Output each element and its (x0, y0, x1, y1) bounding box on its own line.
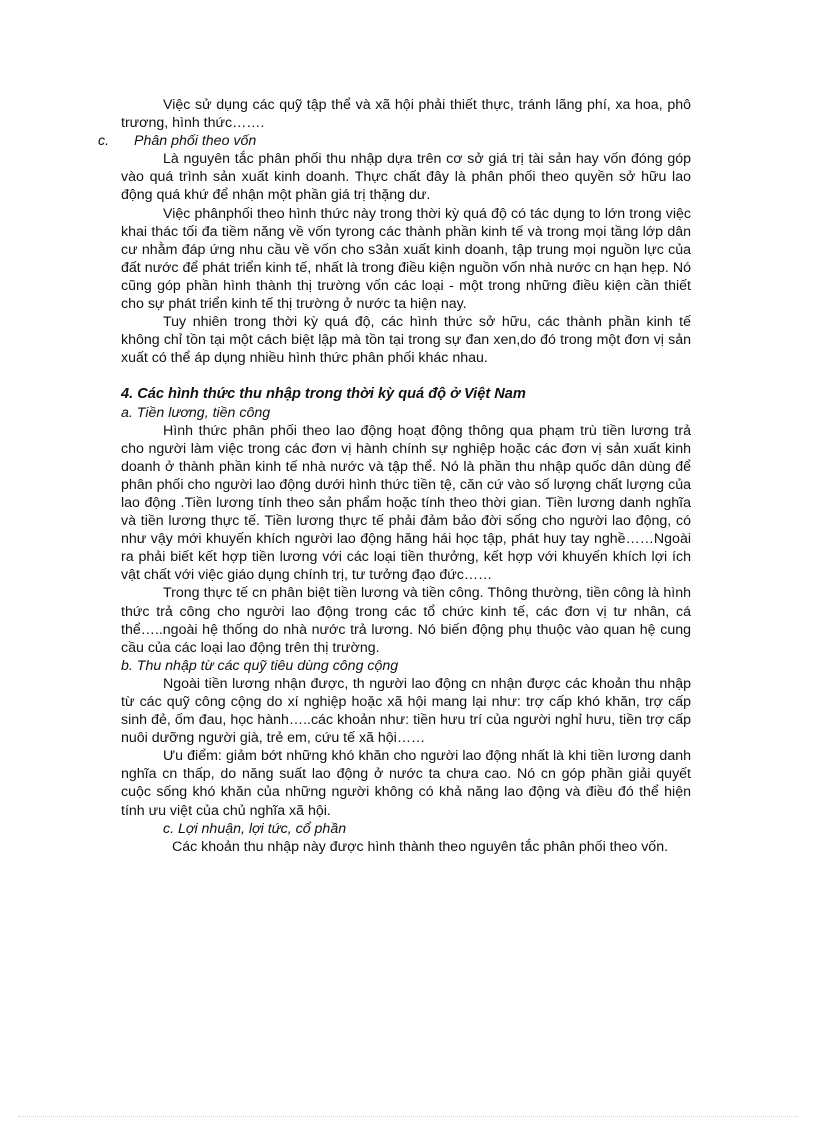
paragraph-capital-effect: Việc phânphối theo hình thức này trong thời kỳ quá độ có tác dụng to lớn trong việc khai thác tối đa tiềm năng về vốn tyrong các thành phần kinh tế và trong mọi tầng lớp dân cư nhằm đáp ứng nhu cầu về vốn cho s3ản xuất kinh doanh, tập trung mọi nguồn lực của đất nước để phát triển kinh tế, nhất là trong điều kiện nguồn vốn nhà nước cn hạn hẹp. Nó cũng góp phần hình thành thị trường vốn các loại - một trong những điều kiện cần thiết cho sự phát triển kinh tế thị trường ở nước ta hiện nay. (121, 205, 691, 313)
paragraph-capital-principle: Là nguyên tắc phân phối thu nhập dựa trên cơ sở giá trị tài sản hay vốn đóng góp vào quá trình sản xuất kinh doanh. Thực chất đây là phân phối theo quyền sở hữu lao động quá khứ để nhận một phần giá trị thặng dư. (121, 151, 691, 204)
paragraph-advantages: Ưu điểm: giảm bớt những khó khăn cho người lao động nhất là khi tiền lương danh nghĩa cn thấp, do năng suất lao động ở nước ta chưa cao. Nó cn góp phần giải quyết cuộc sống khó khăn của những người không có khả năng lao động và điều đó thể hiện tính ưu việt của chủ nghĩa xã hội. (121, 748, 691, 819)
paragraph-fund-usage: Việc sử dụng các quỹ tập thể và xã hội phải thiết thực, tránh lãng phí, xa hoa, phô trương, hình thức……. (121, 97, 691, 132)
paragraph-mixed-ownership: Tuy nhiên trong thời kỳ quá độ, các hình thức sở hữu, các thành phần kinh tế không chỉ tồn tại một cách biệt lập mà tồn tại trong sự đan xen,do đó trong một đơn vị sản xuất có thể áp dụng nhiều hình thức phân phối khác nhau. (121, 314, 691, 367)
section-heading-income-forms: 4. Các hình thức thu nhập trong thời kỳ quá độ ở Việt Nam (121, 386, 526, 403)
paragraph-wages: Hình thức phân phối theo lao động hoạt động thông qua phạm trù tiền lương trả cho người làm việc trong các đơn vị hành chính sự nghiệp hoặc các đơn vị sản xuất kinh doanh ở thành phần kinh tế nhà nước và tập thể. Nó là phần thu nhập quốc dân dùng để phân phối cho người lao động dưới hình thức tiền tệ, căn cứ vào số lượng chất lượng của lao động .Tiền lương tính theo sản phẩm hoặc tính theo thời gian. Tiền lương danh nghĩa và tiền lương thực tế. Tiền lương thực tế phải đảm bảo đời sống cho người lao động, có như vậy mới khuyến khích người lao động hăng hái học tập, phát huy tay nghề……Ngoài ra phải biết kết hợp tiền lương với các loại tiền thưởng, kết hợp với khuyến khích lợi ích vật chất với việc giáo dụng chính trị, tư tưởng đạo đức…… (121, 422, 691, 584)
subheading-profits: c. Lợi nhuận, lợi tức, cổ phần (163, 820, 347, 837)
subheading-capital-distribution (98, 132, 691, 150)
paragraph-profits: Các khoản thu nhập này được hình thành theo nguyên tắc phân phối theo vốn. (172, 838, 669, 855)
subheading-wages: a. Tiền lương, tiền công (121, 404, 271, 421)
subheading-text: Phân phối theo vốn (134, 133, 257, 150)
paragraph-public-funds: Ngoài tiền lương nhận được, th người lao động cn nhận được các khoản thu nhập từ các quỹ công cộng do xí nghiệp hoặc xã hội mang lại như: trợ cấp khó khăn, trợ cấp sinh đẻ, ốm đau, học hành…..các khoản như: tiền hưu trí của người nghỉ hưu, tiền trợ cấp nuôi dưỡng người già, trẻ em, cứu tế xã hội…… (121, 675, 691, 747)
subheading-public-funds: b. Thu nhập từ các quỹ tiêu dùng công cộng (121, 657, 399, 674)
list-marker-c: c. (98, 133, 110, 150)
page-bottom-rule (18, 1116, 798, 1117)
document-page (98, 96, 691, 856)
paragraph-wages-vs-pay: Trong thực tế cn phân biệt tiền lương và tiền công. Thông thường, tiền công là hình thức trả công cho người lao động trong các tổ chức kinh tế, các đơn vị tư nhân, cá thể…..ngoài hệ thống do nhà nước trả lương. Nó biến động phụ thuộc vào quan hệ cung cầu của các loại lao động trên thị trường. (121, 585, 691, 656)
